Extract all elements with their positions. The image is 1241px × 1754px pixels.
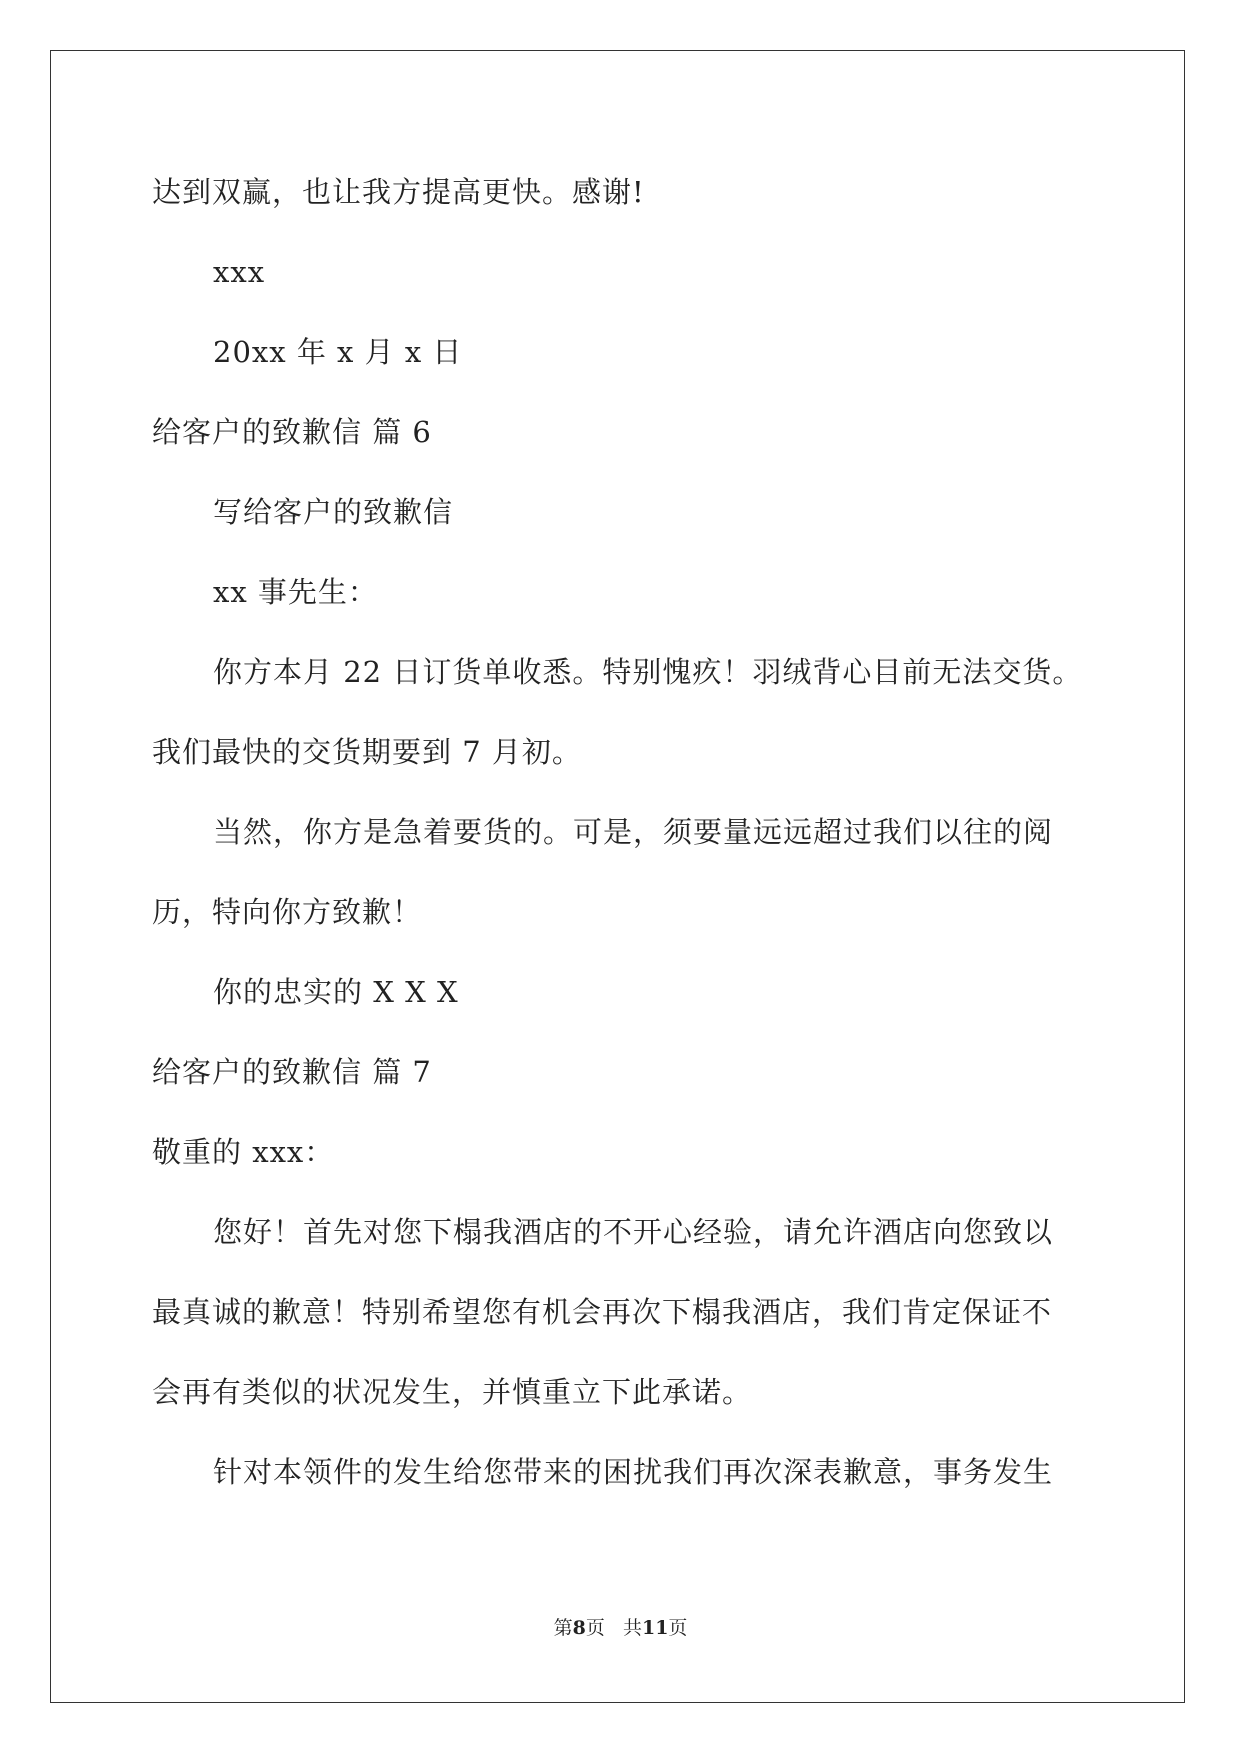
page-suffix: 页 [585,1617,605,1639]
signature-date: 20xx 年 x 月 x 日 [213,335,463,369]
letter-title: 写给客户的致歉信 [213,495,454,529]
closing-signature: 你的忠实的 X X X [213,975,459,1009]
body-line-5: 历，特向你方致歉！ [152,895,423,929]
body-line-7: 最真诚的歉意！特别希望您有机会再次下榻我酒店，我们肯定保证不 [152,1295,1053,1329]
body-line-3: 我们最快的交货期要到 7 月初。 [152,735,582,769]
signature-name: xxx [213,255,266,289]
total-suffix: 页 [668,1617,688,1639]
body-line-6: 您好！首先对您下榻我酒店的不开心经验，请允许酒店向您致以 [213,1215,1054,1249]
total-prefix: 共 [622,1617,642,1639]
body-line-1: 达到双赢，也让我方提高更快。感谢! [152,175,645,209]
body-line-2: 你方本月 22 日订货单收悉。特别愧疚！羽绒背心目前无法交货。 [213,655,1083,689]
salutation-6: xx 事先生： [213,575,378,609]
body-line-4: 当然，你方是急着要货的。可是，须要量远远超过我们以往的阅 [213,815,1054,849]
page-total: 11 [641,1617,669,1639]
page-current: 8 [572,1617,586,1639]
body-line-9: 针对本领件的发生给您带来的困扰我们再次深表歉意，事务发生 [213,1455,1054,1489]
page-footer [0,1616,1241,1640]
section-heading-7: 给客户的致歉信 篇 7 [152,1055,432,1089]
section-heading-6: 给客户的致歉信 篇 6 [152,415,432,449]
body-line-8: 会再有类似的状况发生，并慎重立下此承诺。 [152,1375,753,1409]
page-prefix: 第 [553,1617,573,1639]
salutation-7: 敬重的 xxx： [152,1135,335,1169]
